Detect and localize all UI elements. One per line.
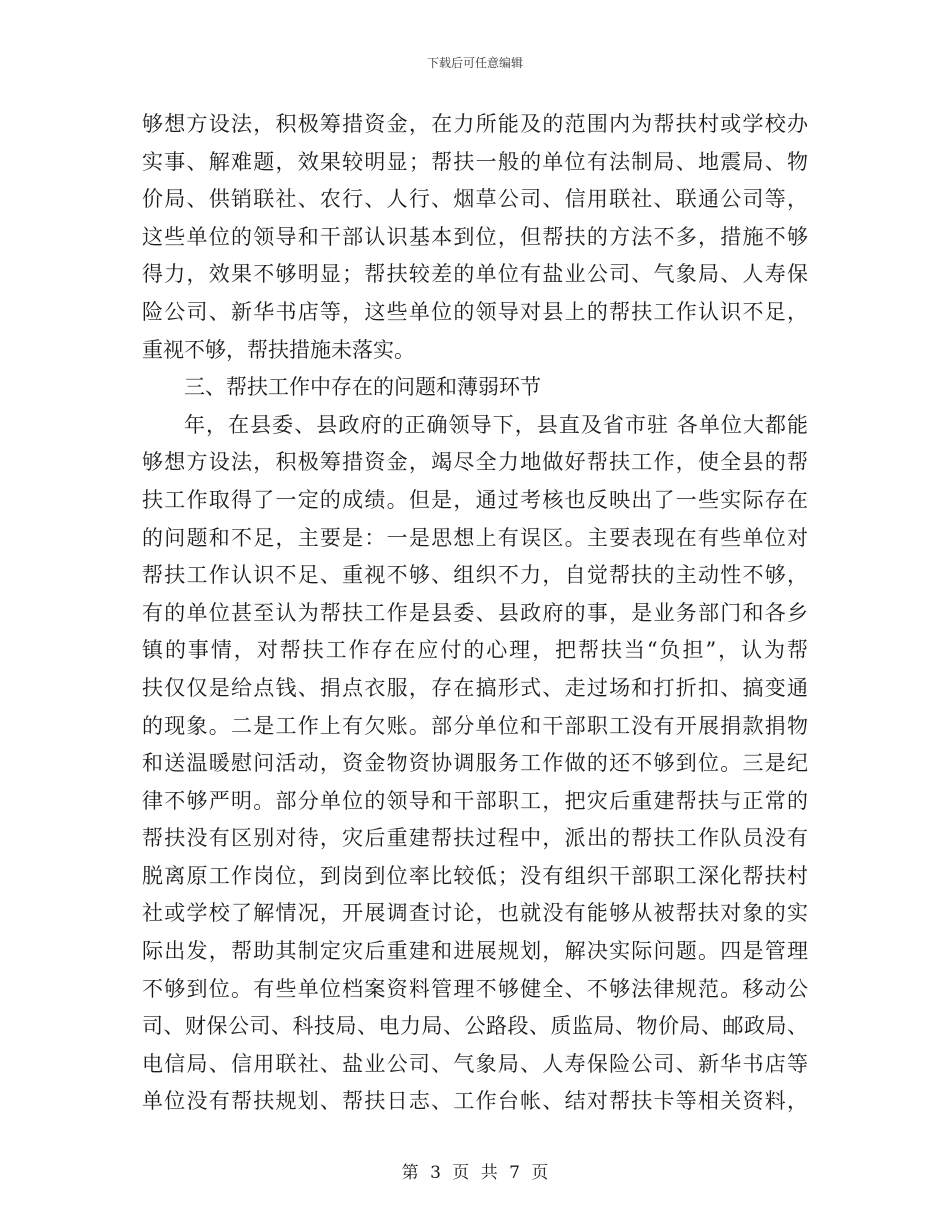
text-line: 年，在县委、县政府的正确领导下，县直及省市驻 各单位大都能	[184, 412, 808, 437]
text-line: 际出发，帮助其制定灾后重建和进展规划，解决实际问题。四是管理	[142, 939, 808, 964]
text-line: 这些单位的领导和干部认识基本到位，但帮扶的方法不多，措施不够	[142, 224, 808, 249]
text-line: 得力，效果不够明显；帮扶较差的单位有盐业公司、气象局、人寿保	[142, 262, 808, 287]
text-line: 电信局、信用联社、盐业公司、气象局、人寿保险公司、新华书店等	[142, 1051, 808, 1076]
text-line: 够想方设法，积极筹措资金，在力所能及的范围内为帮扶村或学校办	[142, 112, 808, 136]
text-line: 脱离原工作岗位，到岗到位率比较低；没有组织干部职工深化帮扶村	[142, 863, 808, 888]
document-body	[142, 106, 808, 1121]
text-line: 律不够严明。部分单位的领导和干部职工，把灾后重建帮扶与正常的	[142, 788, 808, 813]
text-line: 价局、供销联社、农行、人行、烟草公司、信用联社、联通公司等，	[142, 187, 808, 212]
section-heading: 三、帮扶工作中存在的问题和薄弱环节	[184, 375, 541, 400]
text-line: 的现象。二是工作上有欠账。部分单位和干部职工没有开展捐款捐物	[142, 713, 808, 738]
text-line: 镇的事情，对帮扶工作存在应付的心理，把帮扶当“负担”，认为帮	[142, 638, 808, 663]
text-line: 不够到位。有些单位档案资料管理不够健全、不够法律规范。移动公	[142, 976, 808, 1001]
text-line: 的问题和不足，主要是：一是思想上有误区。主要表现在有些单位对	[142, 525, 808, 550]
text-line: 险公司、新华书店等，这些单位的领导对县上的帮扶工作认识不足，	[142, 299, 808, 324]
text-line: 帮扶工作认识不足、重视不够、组织不力，自觉帮扶的主动性不够，	[142, 563, 808, 588]
text-line: 扶仅仅是给点钱、捐点衣服，存在搞形式、走过场和打折扣、搞变通	[142, 675, 808, 700]
text-line: 重视不够，帮扶措施未落实。	[142, 337, 415, 362]
text-line: 实事、解难题，效果较明显；帮扶一般的单位有法制局、地震局、物	[142, 149, 808, 174]
text-line: 帮扶没有区别对待，灾后重建帮扶过程中，派出的帮扶工作队员没有	[142, 826, 808, 851]
text-line: 社或学校了解情况，开展调查讨论，也就没有能够从被帮扶对象的实	[142, 901, 808, 926]
text-line: 扶工作取得了一定的成绩。但是，通过考核也反映出了一些实际存在	[142, 487, 808, 512]
text-line: 够想方设法，积极筹措资金，竭尽全力地做好帮扶工作，使全县的帮	[142, 450, 808, 475]
text-line: 司、财保公司、科技局、电力局、公路段、质监局、物价局、邮政局、	[142, 1014, 808, 1039]
page-header: 下载后可任意编辑	[426, 56, 523, 70]
text-line: 单位没有帮扶规划、帮扶日志、工作台帐、结对帮扶卡等相关资料，	[142, 1089, 808, 1114]
text-line: 和送温暖慰问活动，资金物资协调服务工作做的还不够到位。三是纪	[142, 751, 808, 776]
text-line: 有的单位甚至认为帮扶工作是县委、县政府的事，是业务部门和各乡	[142, 600, 808, 625]
page-number: 第 3 页 共 7 页	[401, 1163, 549, 1183]
